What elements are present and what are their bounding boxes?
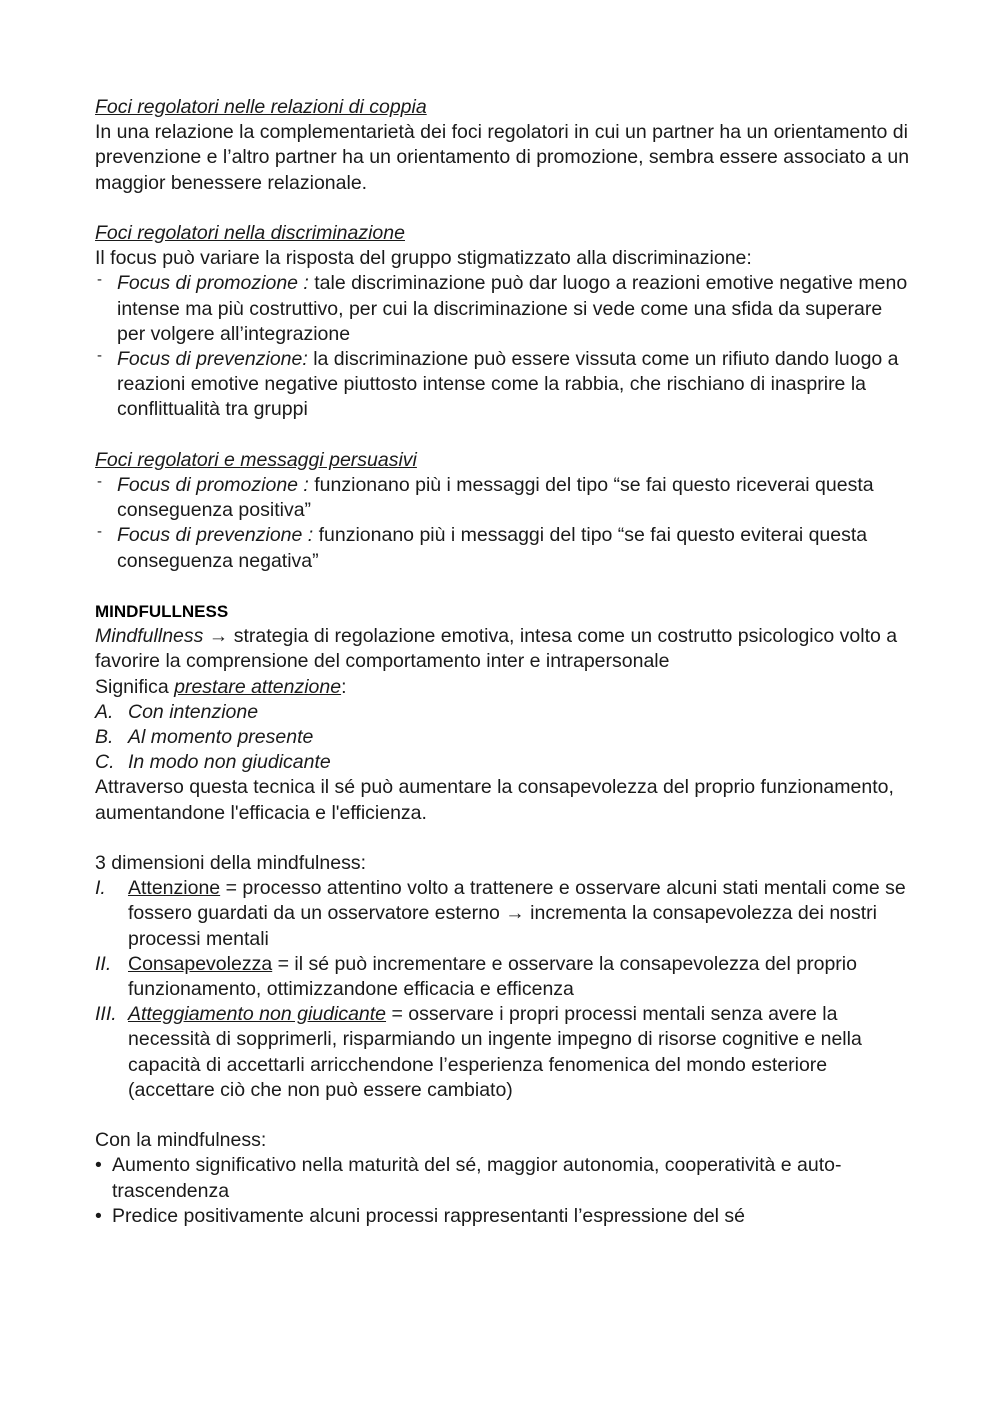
item-text: tale discriminazione può dar luogo a reazioni emotive negative meno intense ma più costruttivo, per cui la discriminazione si vede come una sfida da superare per volgere all’integrazione <box>117 272 908 345</box>
item-label: Focus di prevenzione: <box>117 348 308 371</box>
letter-text: Al momento presente <box>128 726 314 749</box>
letter-marker: B. <box>95 726 114 749</box>
list-item-discriminazione-promozione <box>95 271 915 347</box>
dimension-text: = osservare i propri processi mentali senza avere la necessità di sopprimerli, risparmiando un ingente impegno di risorse cognitive e nella capacità di accettarli arricchendone l’esperienza fenomenica del mondo esteriore (accettare ciò che non può essere cambiato) <box>128 1003 862 1101</box>
list-item-persuasivi-promozione <box>95 473 915 523</box>
bullet-marker: • <box>95 1204 102 1227</box>
roman-marker: I. <box>95 877 106 900</box>
bullet-text: Predice positivamente alcuni processi rappresentanti l’espressione del sé <box>112 1204 746 1227</box>
list-item-letter-a <box>95 700 915 725</box>
paragraph-technique: Attraverso questa tecnica il sé può aumentare la consapevolezza del proprio funzionamento, aumentandone l'efficacia e l'efficienza. <box>95 776 894 824</box>
list-item-discriminazione-prevenzione <box>95 347 915 423</box>
list-item-dimension-attenzione <box>95 876 915 952</box>
dimension-text: = processo attentino volto a trattenere e osservare alcuni stati mentali come se fossero guardati da un osservatore esterno → incrementa la consapevolezza dei nostri processi mentali <box>128 877 906 950</box>
section-title-discriminazione: Foci regolatori nella discriminazione <box>95 222 405 244</box>
roman-marker: III. <box>95 1003 117 1026</box>
list-item-letter-b <box>95 725 915 750</box>
dash-marker: - <box>97 271 102 289</box>
dimension-term: Consapevolezza <box>128 952 273 975</box>
bullet-item-maturita <box>95 1153 915 1203</box>
definition-text: → strategia di regolazione emotiva, intesa come un costrutto psicologico volto a favorire la comprensione del comportamento inter e intrapersonale <box>95 625 898 673</box>
significa-prefix: Significa <box>95 675 175 698</box>
bullet-item-predice <box>95 1204 915 1229</box>
list-item-letter-c <box>95 750 915 775</box>
item-label: Focus di prevenzione : <box>117 524 319 547</box>
section-title-coppia: Foci regolatori nelle relazioni di coppia <box>95 96 427 118</box>
term-mindfullness: Mindfullness <box>95 625 204 648</box>
item-text: funzionano più i messaggi del tipo “se fai questo riceverai questa conseguenza positiva” <box>117 474 874 522</box>
paragraph-mindfullness-definition <box>95 624 915 674</box>
dimension-term: Atteggiamento non giudicante <box>128 1003 387 1026</box>
paragraph-coppia: In una relazione la complementarietà dei foci regolatori in cui un partner ha un orientamento di prevenzione e l’altro partner ha un orientamento di promozione, sembra essere associato a un maggior benessere relazionale. <box>95 121 910 194</box>
item-text: funzionano più i messaggi del tipo “se fai questo eviterai questa conseguenza negativa” <box>117 524 868 572</box>
item-text: la discriminazione può essere vissuta come un rifiuto dando luogo a reazioni emotive negative piuttosto intense come la rabbia, che rischiano di inasprire la conflittualità tra gruppi <box>117 348 899 421</box>
letter-text: In modo non giudicante <box>128 751 331 774</box>
list-item-persuasivi-prevenzione <box>95 523 915 573</box>
paragraph-dimensions-intro: 3 dimensioni della mindfulness: <box>95 852 366 875</box>
dimension-term: Attenzione <box>128 877 221 900</box>
dimension-text: = il sé può incrementare e osservare la consapevolezza del proprio funzionamento, ottimizzandone efficacia e efficenza <box>128 952 857 1001</box>
paragraph-discriminazione-intro: Il focus può variare la risposta del gruppo stigmatizzato alla discriminazione: <box>95 247 752 270</box>
roman-marker: II. <box>95 952 112 975</box>
letter-marker: C. <box>95 751 115 774</box>
letter-text: Con intenzione <box>128 700 259 723</box>
list-item-dimension-consapevolezza <box>95 952 915 1002</box>
item-label: Focus di promozione : <box>117 272 309 295</box>
document-page <box>95 95 915 1229</box>
list-item-dimension-non-giudicante <box>95 1002 915 1103</box>
significa-suffix: : <box>341 675 347 698</box>
dash-marker: - <box>97 473 102 491</box>
dash-marker: - <box>97 523 102 541</box>
paragraph-with-intro: Con la mindfulness: <box>95 1129 267 1152</box>
heading-mindfullness: MINDFULLNESS <box>95 602 229 622</box>
letter-marker: A. <box>95 700 114 723</box>
bullet-text: Aumento significativo nella maturità del sé, maggior autonomia, cooperatività e auto-trascendenza <box>112 1154 842 1202</box>
section-title-persuasivi: Foci regolatori e messaggi persuasivi <box>95 448 417 471</box>
dash-marker: - <box>97 347 102 365</box>
item-label: Focus di promozione : <box>117 474 309 497</box>
bullet-marker: • <box>95 1154 102 1177</box>
significa-term: prestare attenzione <box>174 675 342 698</box>
paragraph-significa <box>95 675 915 700</box>
